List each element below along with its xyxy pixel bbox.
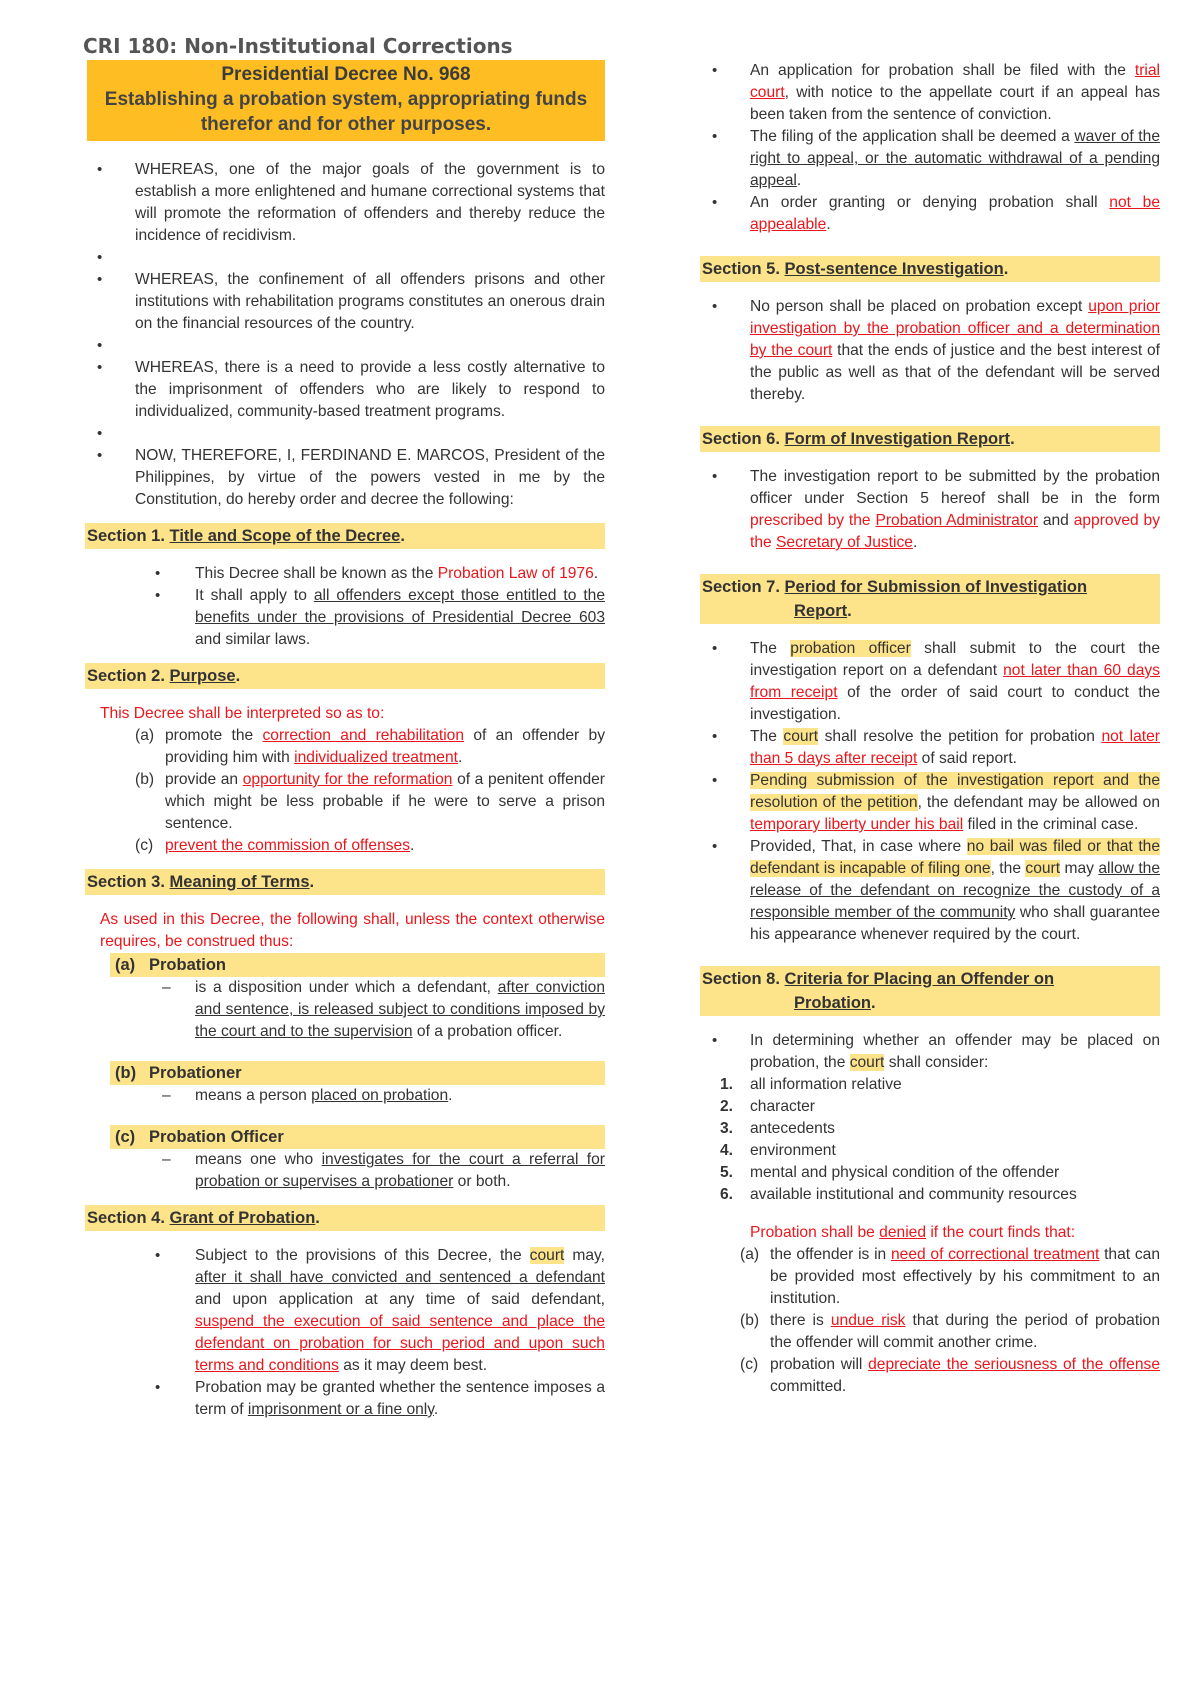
- term-definition: – means one who investigates for the court a referral for probation or supervises a probationer or both.: [85, 1149, 605, 1193]
- term-probationer: (b) Probationer: [110, 1061, 605, 1085]
- title-box: [87, 60, 605, 141]
- section-4-heading: Section 4. Grant of Probation.: [85, 1205, 605, 1231]
- term-definition: – means a person placed on probation.: [85, 1085, 605, 1107]
- whereas-2: • WHEREAS, the confinement of all offenders prisons and other institutions with rehabilitation programs constitutes an onerous drain on the financial resources of the country.: [85, 269, 605, 335]
- section-4-item: • An order granting or denying probation shall not be appealable.: [700, 192, 1160, 236]
- purpose-item: (c) prevent the commission of offenses.: [135, 837, 415, 854]
- section-6-list: [700, 466, 1160, 554]
- section-5-heading: Section 5. Post-sentence Investigation.: [700, 256, 1160, 282]
- section-2-heading: Section 2. Purpose.: [85, 663, 605, 689]
- term-probation: (a) Probation: [110, 953, 605, 977]
- section-7-item: • The court shall resolve the petition for probation not later than 5 days after receipt of said report.: [700, 726, 1160, 770]
- denial-item: (c) probation will depreciate the seriousness of the offense committed.: [740, 1356, 1160, 1395]
- section-4-item: • Subject to the provisions of this Decree, the court may, after it shall have convicted and sentenced a defendant and upon application at any time of said defendant, suspend the execution of said sentence and place the defendant on probation for such period and upon such terms and conditions as it may deem best.: [85, 1245, 605, 1377]
- section-4-continued: [700, 60, 1160, 236]
- spacer: [85, 335, 605, 357]
- spacer: [85, 247, 605, 269]
- section-6-heading: Section 6. Form of Investigation Report.: [700, 426, 1160, 452]
- decree-subtitle: Establishing a probation system, appropriating funds therefor and for other purposes.: [104, 89, 588, 135]
- whereas-list: [85, 159, 605, 511]
- section-number: Section 1.: [87, 527, 165, 545]
- section-4-item: • Probation may be granted whether the sentence imposes a term of imprisonment or a fine only.: [85, 1377, 605, 1421]
- criteria-item: 3. antecedents: [720, 1120, 835, 1137]
- term-definition: – is a disposition under which a defendant, after conviction and sentence, is released subject to conditions imposed by the court and to the supervision of a probation officer.: [85, 977, 605, 1043]
- criteria-item: 2. character: [720, 1098, 816, 1115]
- criteria-item: 1. all information relative: [720, 1076, 902, 1093]
- section-4-list: [85, 1245, 605, 1421]
- section-1-item: • This Decree shall be known as the Probation Law of 1976.: [85, 563, 605, 585]
- section-7-item: • Provided, That, in case where no bail was filed or that the defendant is incapable of filing one, the court may allow the release of the defendant on recognize the custody of a responsible member of the community who shall guarantee his appearance whenever required by the court.: [700, 836, 1160, 946]
- section-3-heading: Section 3. Meaning of Terms.: [85, 869, 605, 895]
- denial-intro: Probation shall be denied if the court finds that:: [750, 1224, 1076, 1241]
- section-8-item: • In determining whether an offender may be placed on probation, the court shall consider:: [700, 1030, 1160, 1074]
- decree-number: Presidential Decree No. 968: [221, 64, 471, 85]
- criteria-list: [700, 1074, 1160, 1206]
- purpose-item: (a) promote the correction and rehabilitation of an offender by providing him with individualized treatment.: [135, 727, 605, 766]
- section-4-item: • An application for probation shall be filed with the trial court, with notice to the appellate court if an appeal has been taken from the sentence of conviction.: [700, 60, 1160, 126]
- section-5-item: • No person shall be placed on probation except upon prior investigation by the probation officer and a determination by the court that the ends of justice and the best interest of the public as well as that of the defendant will be served thereby.: [700, 296, 1160, 406]
- section-1-heading: Section 1. Title and Scope of the Decree.: [85, 523, 605, 549]
- criteria-item: 5. mental and physical condition of the offender: [720, 1164, 1060, 1181]
- section-1-item: • It shall apply to all offenders except those entitled to the benefits under the provisions of Presidential Decree 603 and similar laws.: [85, 585, 605, 651]
- section-3-intro: As used in this Decree, the following shall, unless the context otherwise requires, be construed thus:: [100, 911, 605, 950]
- course-header: CRI 180: Non-Institutional Corrections: [83, 34, 513, 58]
- spacer: [85, 423, 605, 445]
- section-7-item: • The probation officer shall submit to the court the investigation report on a defendant not later than 60 days from receipt of the order of said court to conduct the investigation.: [700, 638, 1160, 726]
- section-1-list: [85, 563, 605, 651]
- section-title: Title and Scope of the Decree: [169, 527, 401, 545]
- whereas-1: • WHEREAS, one of the major goals of the government is to establish a more enlightened and humane correctional systems that will promote the reformation of offenders and thereby reduce the incidence of recidivism.: [85, 159, 605, 247]
- section-8-heading: Section 8. Criteria for Placing an Offender on Probation.: [700, 966, 1160, 1016]
- left-column: [85, 60, 605, 1421]
- section-6-item: • The investigation report to be submitted by the probation officer under Section 5 hereof shall be in the form prescribed by the Probation Administrator and approved by the Secretary of Justice.: [700, 466, 1160, 554]
- criteria-item: 6. available institutional and community resources: [720, 1186, 1077, 1203]
- section-7-item: • Pending submission of the investigation report and the resolution of the petition, the defendant may be allowed on temporary liberty under his bail filed in the criminal case.: [700, 770, 1160, 836]
- section-7-heading: Section 7. Period for Submission of Investigation Report.: [700, 574, 1160, 624]
- section-4-item: • The filing of the application shall be deemed a waver of the right to appeal, or the automatic withdrawal of a pending appeal.: [700, 126, 1160, 192]
- section-7-list: [700, 638, 1160, 946]
- denial-list: [660, 1244, 1160, 1398]
- denial-item: (b) there is undue risk that during the period of probation the offender will commit another crime.: [740, 1312, 1160, 1351]
- whereas-3: • WHEREAS, there is a need to provide a less costly alternative to the imprisonment of offenders who are likely to respond to individualized, community-based treatment programs.: [85, 357, 605, 423]
- whereas-4: • NOW, THEREFORE, I, FERDINAND E. MARCOS, President of the Philippines, by virtue of the powers vested in me by the Constitution, do hereby order and decree the following:: [85, 445, 605, 511]
- term-probation-officer: (c) Probation Officer: [110, 1125, 605, 1149]
- section-2-intro: This Decree shall be interpreted so as to:: [100, 705, 385, 722]
- denial-item: (a) the offender is in need of correctional treatment that can be provided most effectively by his commitment to an institution.: [740, 1246, 1160, 1307]
- right-column: [700, 60, 1160, 1398]
- purpose-item: (b) provide an opportunity for the reformation of a penitent offender which might be less probable if he were to serve a prison sentence.: [135, 771, 606, 832]
- criteria-item: 4. environment: [720, 1142, 836, 1159]
- section-2-list: [55, 725, 605, 857]
- section-5-list: [700, 296, 1160, 406]
- section-8-list: [700, 1030, 1160, 1074]
